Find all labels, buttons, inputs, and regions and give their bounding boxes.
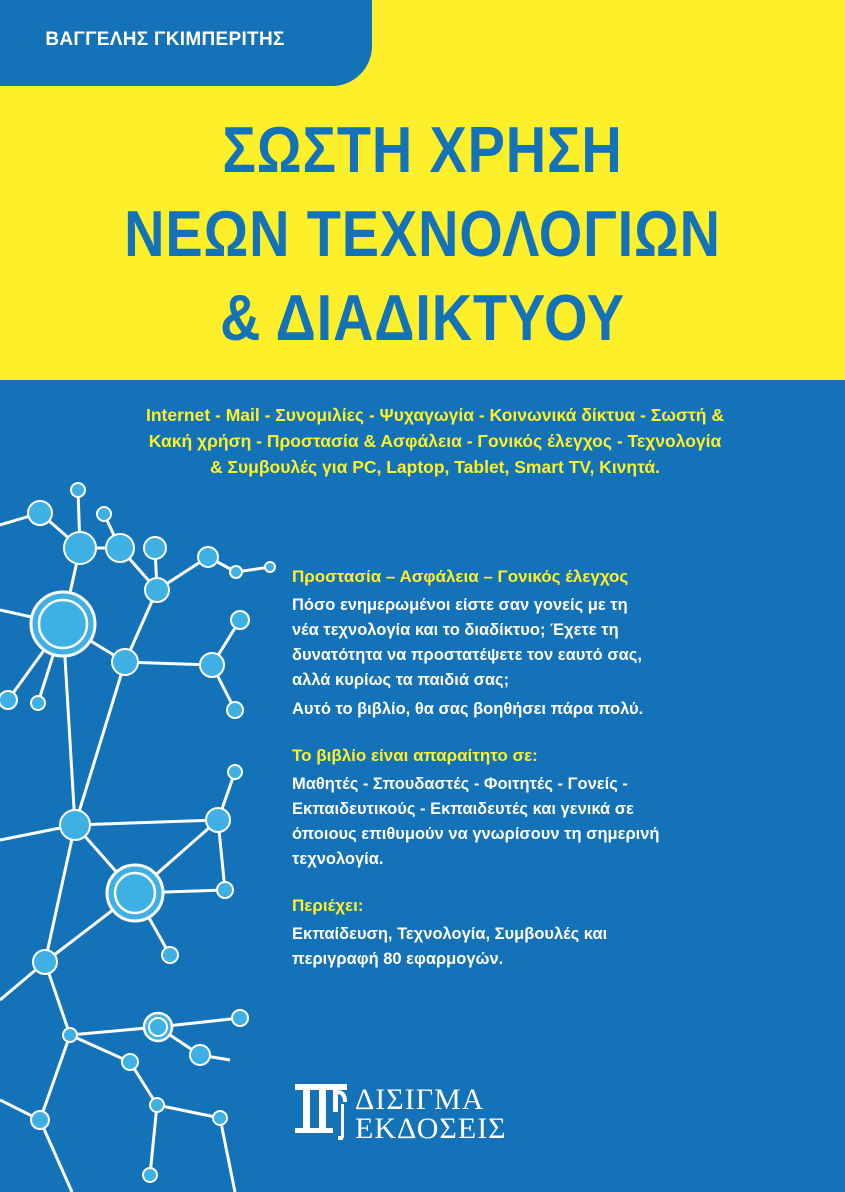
subtitle-line-3: & Συμβουλές για PC, Laptop, Tablet, Smart TV, Κινητά.	[209, 457, 661, 477]
description	[292, 565, 722, 972]
section-heading-audience: Το βιβλίο είναι απαραίτητο σε:	[292, 746, 538, 765]
contents-line-2: περιγραφή 80 εφαρμογών.	[292, 950, 504, 968]
section-heading-contents: Περιέχει:	[292, 896, 364, 915]
protection-line-1: Πόσο ενημερωμένοι είστε σαν γονείς με τη	[292, 596, 628, 614]
title-line-3: & ΔΙΑΔΙΚΤΥΟΥ	[220, 281, 625, 354]
network-graphic	[0, 470, 300, 1192]
author-name: ΒΑΓΓΕΛΗΣ ΓΚΙΜΠΕΡΙΤΗΣ	[45, 29, 285, 50]
title-line-1: ΣΩΣΤΗ ΧΡΗΣΗ	[222, 113, 623, 186]
publisher-logo	[293, 1078, 523, 1150]
audience-text	[292, 772, 722, 872]
contents-text	[292, 922, 722, 972]
protection-line-2: νέα τεχνολογία και το διαδίκτυο; Έχετε τη	[292, 621, 619, 639]
contents-line-1: Εκπαίδευση, Τεχνολογία, Συμβουλές και	[292, 925, 608, 943]
protection-line-4: αλλά κυρίως τα παιδιά σας;	[292, 671, 510, 689]
title-line-2: ΝΕΩΝ ΤΕΧΝΟΛΟΓΙΩΝ	[124, 197, 721, 270]
protection-text	[292, 593, 722, 693]
protection-closing: Αυτό το βιβλίο, θα σας βοηθήσει πάρα πολύ.	[292, 700, 644, 718]
protection-line-3: δυνατότητα να προστατέψετε τον εαυτό σας,	[292, 646, 642, 664]
publisher-name: ΔΙΣΙΓΜΑ	[355, 1083, 485, 1116]
subtitle-line-1: Internet - Mail - Συνομιλίες - Ψυχαγωγία - Κοινωνικά δίκτυα - Σωστή &	[146, 405, 724, 425]
audience-line-3: όποιους επιθυμούν να γνωρίσουν τη σημερινή	[292, 825, 660, 843]
audience-line-2: Εκπαιδευτικούς - Εκπαιδευτές και γενικά σε	[292, 800, 634, 818]
audience-line-1: Μαθητές - Σπουδαστές - Φοιτητές - Γονείς -	[292, 775, 628, 793]
audience-line-4: τεχνολογία.	[292, 850, 384, 868]
subtitle-line-2: Κακή χρήση - Προστασία & Ασφάλεια - Γονικός έλεγχος - Τεχνολογία	[148, 431, 722, 451]
section-heading-protection: Προστασία – Ασφάλεια – Γονικός έλεγχος	[292, 567, 629, 586]
publisher-logo-icon	[293, 1082, 349, 1142]
publisher-subtitle: ΕΚΔΟΣΕΙΣ	[355, 1112, 507, 1145]
